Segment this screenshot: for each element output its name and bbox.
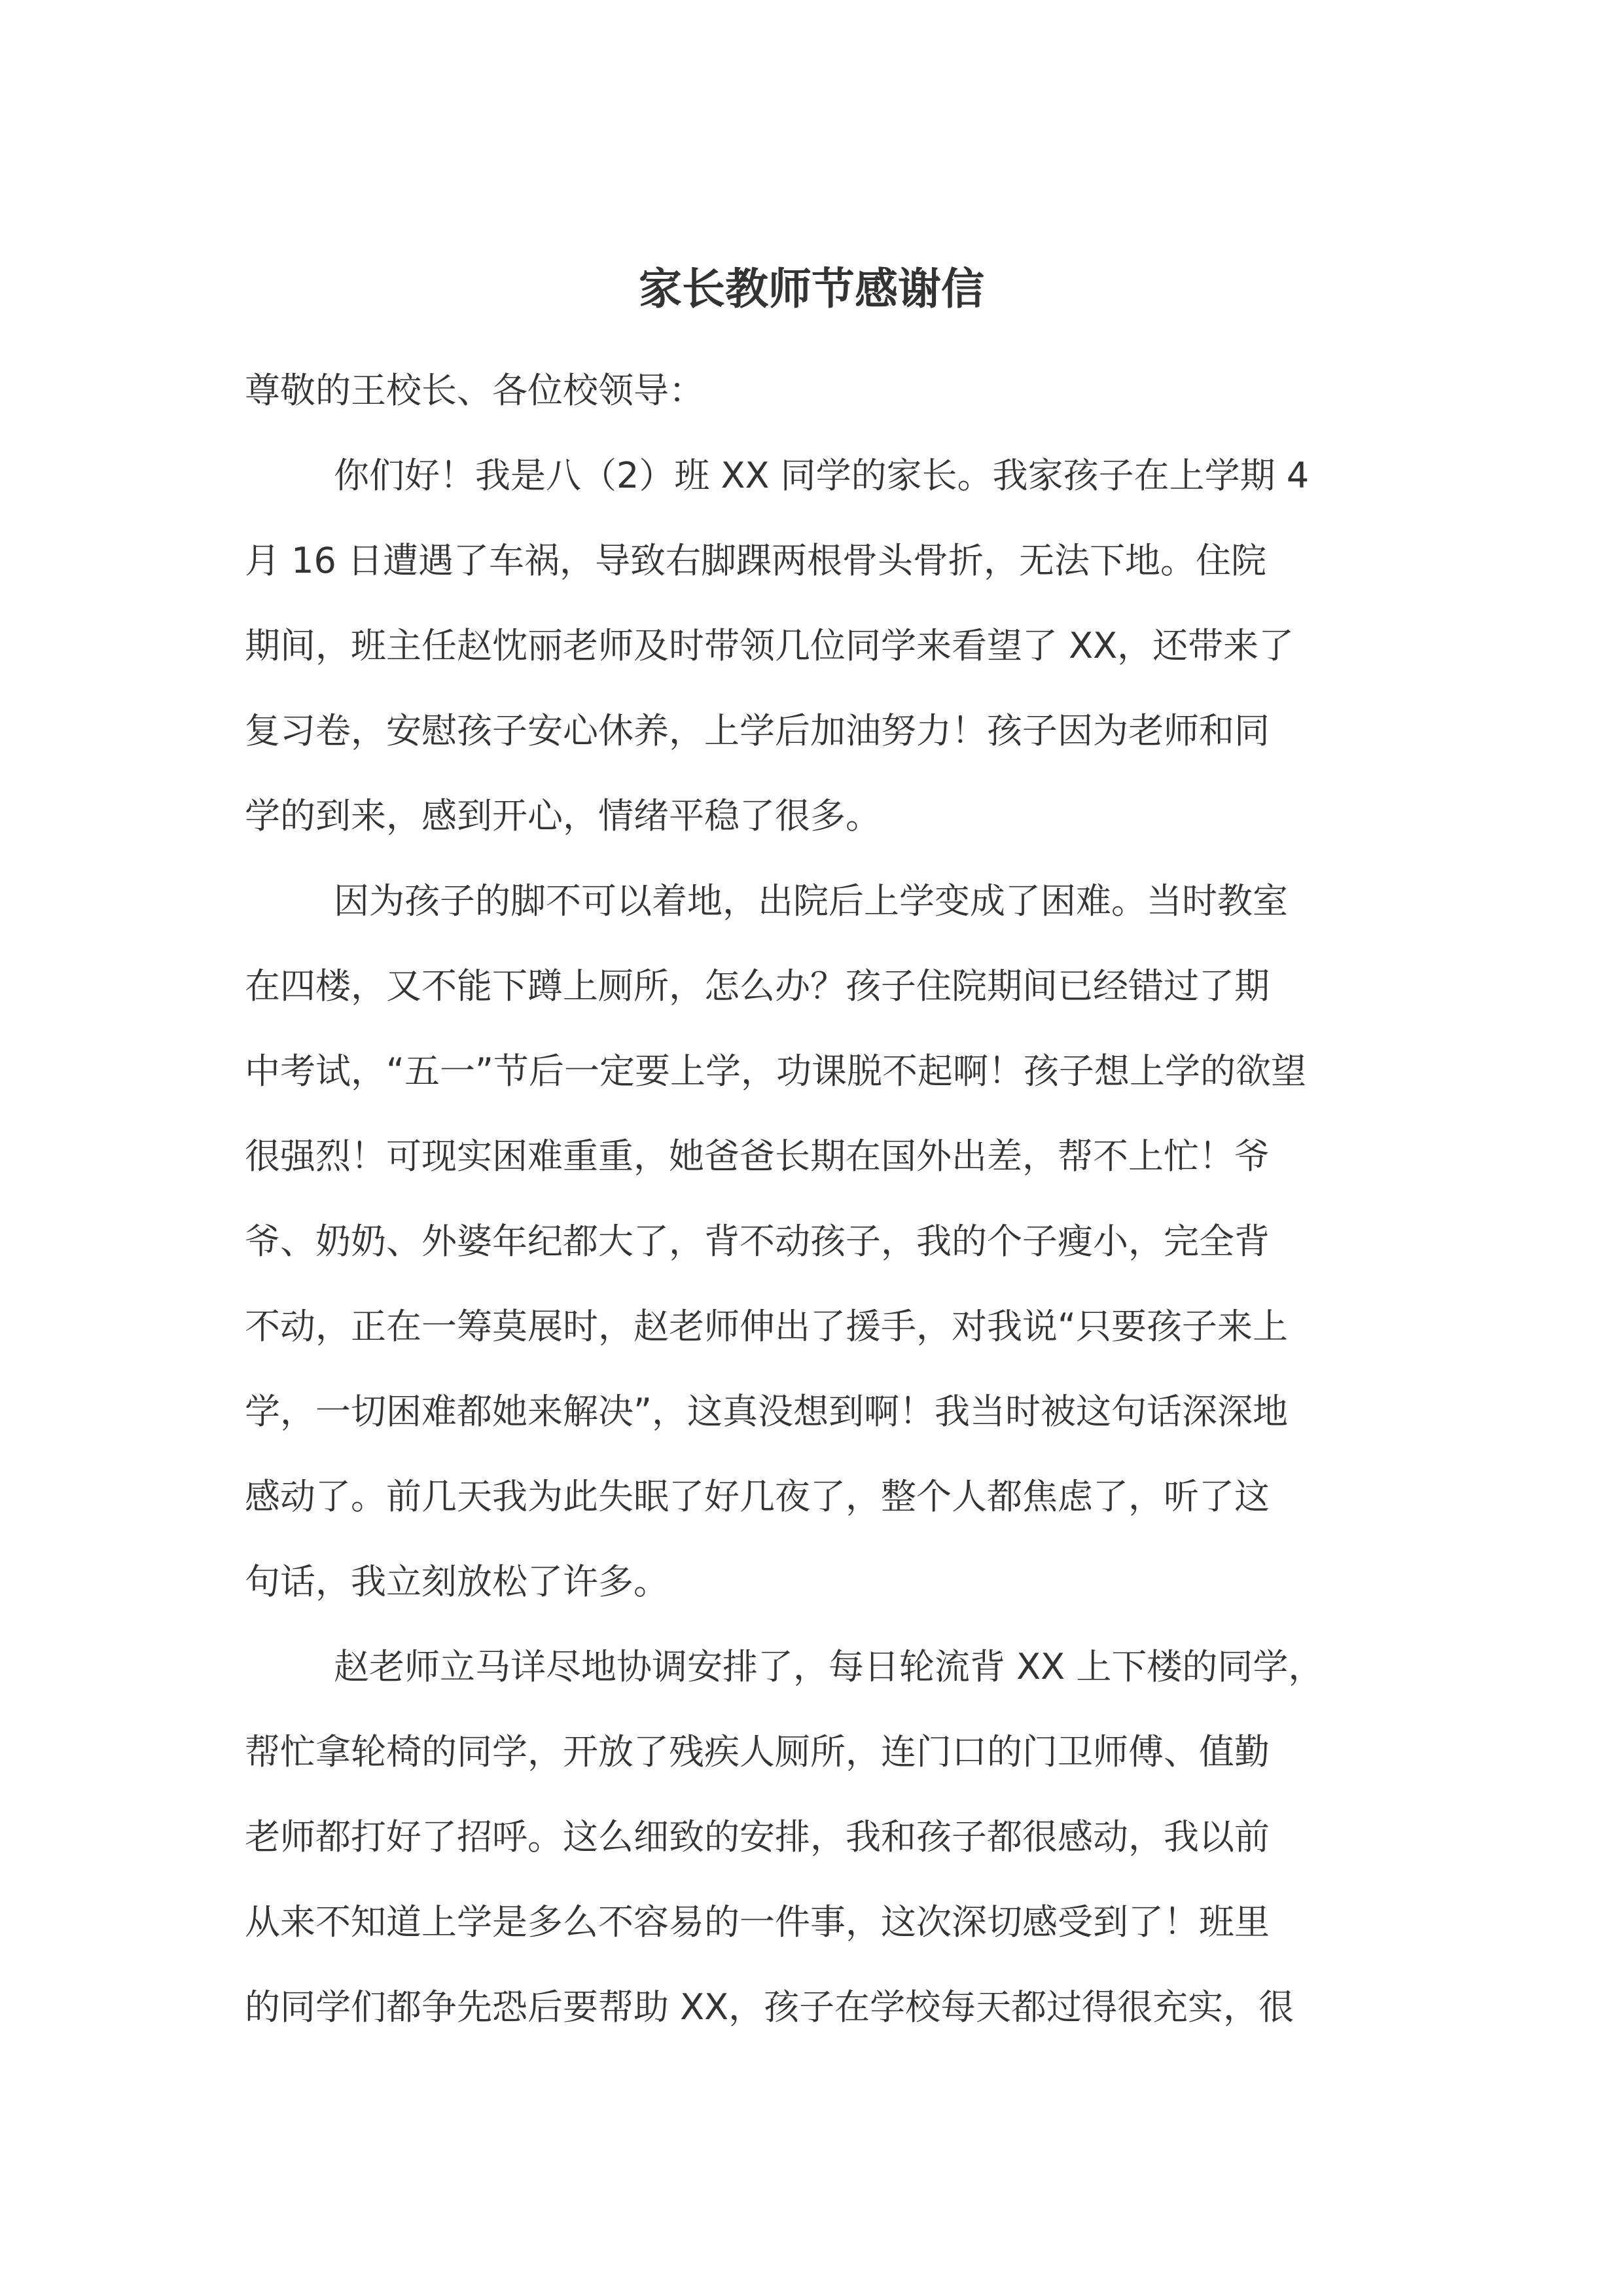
paragraph-line: 感动了。前几天我为此失眠了好几夜了，整个人都焦虑了，听了这 xyxy=(245,1476,1270,1517)
paragraph-line: 期间，班主任赵忱丽老师及时带领几位同学来看望了 XX，还带来了 xyxy=(245,625,1294,666)
paragraph-line: 复习卷，安慰孩子安心休养，上学后加油努力！孩子因为老师和同 xyxy=(245,710,1270,751)
paragraph-line: 不动，正在一筹莫展时，赵老师伸出了援手，对我说“只要孩子来上 xyxy=(245,1306,1288,1347)
salutation: 尊敬的王校长、各位校领导： xyxy=(245,370,704,411)
paragraph-line: 赵老师立马详尽地协调安排了，每日轮流背 XX 上下楼的同学， xyxy=(334,1646,1324,1687)
paragraph-line: 老师都打好了招呼。这么细致的安排，我和孩子都很感动，我以前 xyxy=(245,1816,1270,1857)
paragraph-line: 很强烈！可现实困难重重，她爸爸长期在国外出差，帮不上忙！爷 xyxy=(245,1136,1270,1177)
paragraph-line: 中考试，“五一”节后一定要上学，功课脱不起啊！孩子想上学的欲望 xyxy=(245,1050,1306,1092)
paragraph-line: 月 16 日遭遇了车祸，导致右脚踝两根骨头骨折，无法下地。住院 xyxy=(245,540,1267,581)
paragraph-line: 帮忙拿轮椅的同学，开放了残疾人厕所，连门口的门卫师傅、值勤 xyxy=(245,1731,1270,1772)
paragraph-line: 你们好！我是八（2）班 XX 同学的家长。我家孩子在上学期 4 xyxy=(334,455,1310,496)
paragraph-line: 学，一切困难都她来解决”，这真没想到啊！我当时被这句话深深地 xyxy=(245,1391,1288,1432)
paragraph-line: 爷、奶奶、外婆年纪都大了，背不动孩子，我的个子瘦小，完全背 xyxy=(245,1221,1270,1262)
paragraph-line: 因为孩子的脚不可以着地，出院后上学变成了困难。当时教室 xyxy=(334,880,1288,922)
paragraph-line: 从来不知道上学是多么不容易的一件事，这次深切感受到了！班里 xyxy=(245,1901,1270,1943)
paragraph-line: 学的到来，感到开心，情绪平稳了很多。 xyxy=(245,795,881,836)
paragraph-line: 在四楼，又不能下蹲上厕所，怎么办？孩子住院期间已经错过了期 xyxy=(245,965,1270,1007)
paragraph-line: 的同学们都争先恐后要帮助 XX，孩子在学校每天都过得很充实，很 xyxy=(245,1986,1294,2028)
document-title: 家长教师节感谢信 xyxy=(639,264,984,314)
paragraph-line: 句话，我立刻放松了许多。 xyxy=(245,1561,669,1602)
letter-body xyxy=(245,348,1383,2050)
